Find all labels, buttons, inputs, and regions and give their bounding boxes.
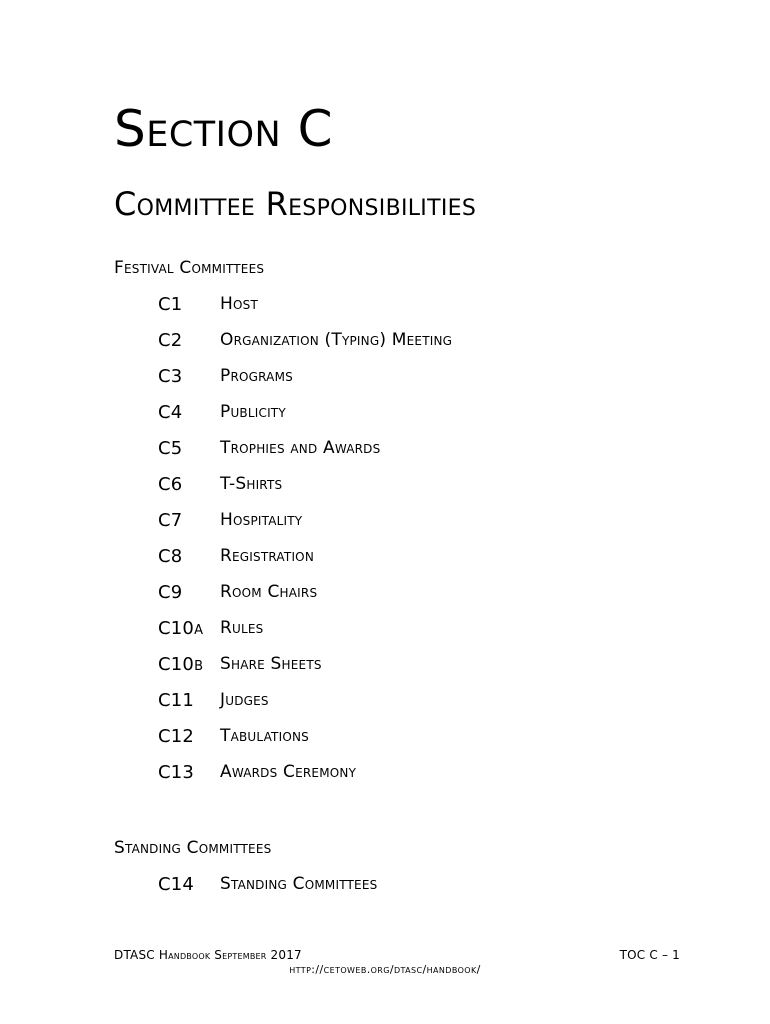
item-code: C12: [158, 725, 195, 747]
item-code: C14: [158, 873, 195, 895]
item-code: C8: [158, 545, 183, 567]
item-label: Awards Ceremony: [220, 762, 357, 782]
item-label: Trophies and Awards: [220, 438, 381, 458]
list-item: [158, 718, 452, 754]
list-item: [158, 646, 452, 682]
standing-committees-heading: Standing Committees: [114, 838, 272, 858]
item-code: C1: [158, 293, 183, 315]
footer-url: http://cetoweb.org/dtasc/handbook/: [289, 963, 481, 976]
list-item: [158, 538, 452, 574]
festival-committees-heading: Festival Committees: [114, 258, 265, 278]
item-label: Share Sheets: [220, 654, 322, 674]
list-item: [158, 358, 452, 394]
item-label: Room Chairs: [220, 582, 318, 602]
item-code: C3: [158, 365, 183, 387]
item-label: Rules: [220, 618, 264, 638]
list-item: [158, 682, 452, 718]
item-code: C2: [158, 329, 183, 351]
item-code: C4: [158, 401, 183, 423]
footer-page-number: TOC C – 1: [619, 948, 680, 962]
list-item: [158, 866, 377, 902]
list-item: [158, 754, 452, 790]
item-code: C7: [158, 509, 183, 531]
list-item: [158, 610, 452, 646]
item-label: Standing Committees: [220, 874, 378, 894]
list-item: [158, 286, 452, 322]
item-label: Hospitality: [220, 510, 303, 530]
footer-handbook-title: DTASC Handbook September 2017: [114, 948, 302, 962]
item-code: C10b: [158, 653, 204, 675]
list-item: [158, 466, 452, 502]
list-item: [158, 430, 452, 466]
list-item: [158, 394, 452, 430]
festival-committees-list: [158, 286, 452, 790]
section-title: Section C: [114, 100, 334, 158]
item-label: Organization (Typing) Meeting: [220, 330, 453, 350]
item-label: T-Shirts: [220, 474, 283, 494]
item-code: C9: [158, 581, 183, 603]
item-label: Tabulations: [220, 726, 309, 746]
item-code: C6: [158, 473, 183, 495]
item-code: C5: [158, 437, 183, 459]
item-label: Judges: [220, 690, 269, 710]
list-item: [158, 322, 452, 358]
standing-committees-list: [158, 866, 377, 902]
list-item: [158, 502, 452, 538]
section-subtitle: Committee Responsibilities: [114, 185, 477, 223]
item-code: C10a: [158, 617, 204, 639]
item-label: Registration: [220, 546, 314, 566]
item-code: C11: [158, 689, 195, 711]
item-label: Publicity: [220, 402, 286, 422]
item-label: Programs: [220, 366, 293, 386]
item-code: C13: [158, 761, 195, 783]
item-label: Host: [220, 294, 258, 314]
list-item: [158, 574, 452, 610]
